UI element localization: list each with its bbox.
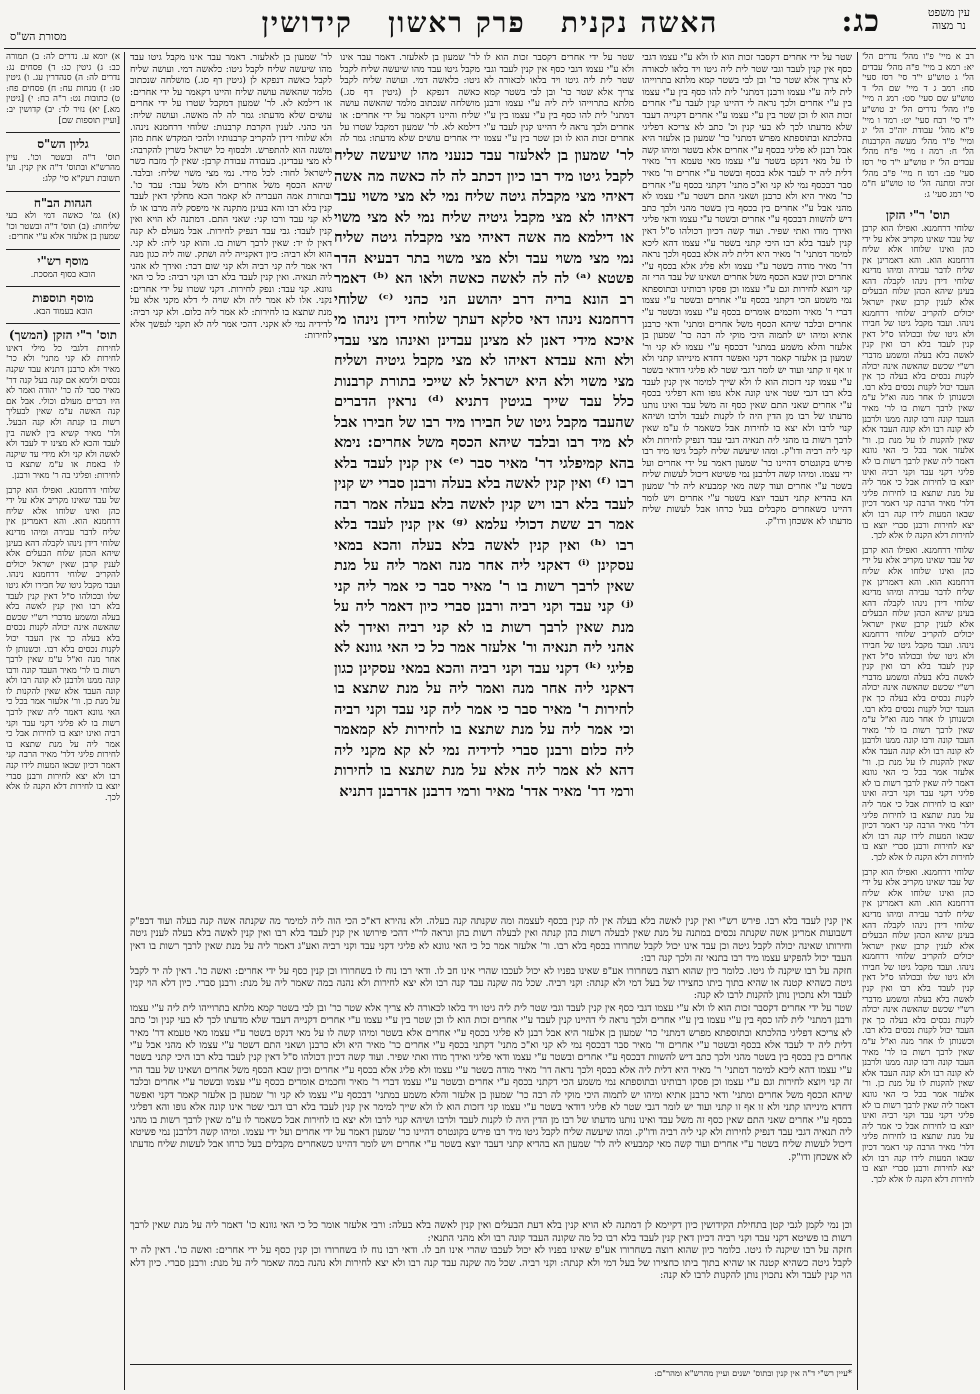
footnote: [130, 1368, 852, 1390]
gilyon-text: תוס' ד"ה ובשטר וכו'. עיין מהרש"א ובתוס' ד"ה אין קנין. וע' תשובת רעק"א סי' קלג:: [6, 152, 120, 184]
rashi-text: לר' שמעון בן לאלעזר. דאמר עבד אינו מקבל גיטו עבד מהו שיעשה שליח לקבל גיטו: כלאשה דמי. ועושה שליח לקבל כאשה דנפקא לן (גיטין דף סג.) מושלחה שנכתוב מלמד שהאשה עושה שליח והיינו דקאמר על ידי אחרים: או דילמא לא. לר' שמעון דמקבל שטרו על ידי אחרים עושים שלא מדעתו: גמר לה לה מאשה. ועושה שליח: הני כהני. לענין הקרבת קרבנות: שלוחי דרחמנא נינהו. ולא שלוחי דידן להקריב קרבנותיו ולהכי המקדש אחת מהן ומשנה הוא להתפרש. ולבסוף כל ישראל כשרין להקרבה: לא מצי עבדינן. בעבודה עבודת קרבן: שאין לך מזבח כשר לישראל לחוד: לכל מידי. נמי מצי משוי שליח: ובלבד. שיהא הכסף משל אחרים ולא משל עבד: עבד כו'. ובתורת אמה העבריה לא קאמר הכא מחלקי דאין לעבד קנין בלא רבו והא בעינן מתקנה אי מיפסק ליה מרבו או לו לא קני עבד ורבו קני: שאני התם. דמתנה לא הויא ואין קנין לעבד: גבי עבד דנפיק לחירות. אבל מעולם לא קנה דאין לו יד: שאין לרבך רשות בו. והוא קני ליה: לא קני. הוא ולא רביה: כיון דאקנייה ליה ושתק. שוה ליה כגון מנה דאי אמר ליה קני רביה ולא קני שום דבר: ואידך לא אהני ליה תנאיה. ואין קנין לעבד בלא רבו וקני רביה: כל כי האי גוונא. קני עבד: ונפק לחירות. דקני שטרו על ידי אחרים: נקני. אלו לא אמר ליה ולא שויה לי דלא מקני אלא על מנת שתצא בו לחירות: לא אמר ליה כלום. ולא קני רביה: לדידיה נמי לא אקני. דהכי אמר ליה לא תקני לנפשך אלא לחירות:: [130, 52, 332, 342]
left-rule-5: [6, 323, 120, 324]
hagahot-heading: הגהות הב"ח: [33, 195, 93, 210]
hagahot-text: (א) גמ' כאשה דמי ולא בעי שליחות: (ב) תוס' ד"ה ובשטר וכו' שמעון בן אלעזר אלא ע"י אחרים:: [6, 211, 120, 243]
divider-left: [124, 52, 125, 1390]
ein-mishpat-label: עין משפט נר מצוה: [927, 6, 970, 32]
footnote-rule: [130, 1364, 852, 1365]
mesoret-text: א) יומא ע. נדרים לה: ב) תמורה כב: ג) גיטין כג: ד) פסחים נג: נדרים לה: ה) סנהדרין עג. ו) גיטין סג: ז) מנחות עח: ח) פסחים פח: ט) כתובות נט: ר"ה כח: י) [גיטין מא.] יא) נזיר לד: יב) קדושין יב: [ועיין תוספות שם]: [6, 52, 120, 126]
tos-rid-text: שלוחי דרחמנא. ואפילו הוא קרבן של עבד שאינו מקריב אלא על ידי כהן ואינו שלוחו אלא שליח דרחמנא הוא. והא דאמרינן אין שליח לדבר עבירה ומיהו מדינא שלוחי דידן נינהו לקבלה דהא בעינן שיהא הכהן שלוח הבעלים אלא לענין קרבן שאין ישראל יכולים להקריב שלוחי דרחמנא נינהו. ועבד מקבל גיטו של חבירו ולא גיטו שלו ובכולהו ס"ל דאין קנין לעבד בלא רבו ואין קנין לאשה בלא בעלה ומשמע מדברי רש"י שכשם שהאשה אינה יכולה לקנות נכסים בלא בעלה כך אין העבד יכול לקנות נכסים בלא רבו. וכשנותן לו אחר מנה וא"ל ע"מ שאין לרבך רשות בו לר' מאיר העבד קונה ורבו קונה ממנו ולרבנן לא קונה רבו ולא קונה העבד אלא שאין להקנות לו על מנת כן. ור' אלעזר אמר בכל כי האי גוונא דאמר ליה שאין לרבך רשות בו לא פליגי דקני עבד וקני רביה ואינו יוצא בו לחירות אבל כי אמר ליה על מנת שתצא בו לחירות פליגי דלר' מאיר הרבה קני דאמר דכיון שבאו המעות לידו קנה רבו ולא יצא לחירות ורבנן סברי יוצא בו לחירות דלא הקנה לו אלא לכך.: [862, 223, 974, 542]
musaf-rashi-text: הובא בסוף המסכת.: [30, 269, 96, 280]
ein-mishpat-text: רב א מיי' פ"ו מהל' נדרים הל' יא: רמא ב מיי' פ"ה מהל' עבדים הל' ג טוש"ע י"ד סי' רסז סעי' סח: רמב ג ד מיי' שם הל' ד טוש"ע שם סעי' סט: רמג ה מיי' פ"ו מהל' נדרים הל' יב טוש"ע י"ד סי' רכח סעי' יט: רמד ו מיי' פ"א מהל' עבודת יוה"כ הל' יג ומיי' פ"ד מהל' מעשה הקרבנות הל' ח: רמה ז מיי' פ"ח מהל' עבדים הל' יז טוש"ע י"ד סי' רסז סעי' פב: רמו ח מיי' פ"ב מהל' זכיה ומתנה הל' טו טוש"ע ח"מ סי' רמג סעי' ג:: [862, 52, 974, 200]
tosafot-column: [642, 52, 852, 914]
tos-rid-cont-text-2: שלוחי דרחמנא. ואפילו הוא קרבן של עבד שאינו מקריב אלא על ידי כהן ואינו שלוחו אלא שליח דרחמנא הוא. והא דאמרינן אין שליח לדבר עבירה ומיהו מדינא שלוחי דידן נינהו לקבלה דהא בעינן שיהא הכהן שלוח הבעלים אלא לענין קרבן שאין ישראל יכולים להקריב שלוחי דרחמנא נינהו. ועבד מקבל גיטו של חבירו ולא גיטו שלו ובכולהו ס"ל דאין קנין לעבד בלא רבו ואין קנין לאשה בלא בעלה ומשמע מדברי רש"י שכשם שהאשה אינה יכולה לקנות נכסים בלא בעלה כך אין העבד יכול לקנות נכסים בלא רבו. וכשנותן לו אחר מנה וא"ל ע"מ שאין לרבך רשות בו לר' מאיר העבד קונה ורבו קונה ממנו ולרבנן לא קונה רבו ולא קונה העבד אלא שאין להקנות לו על מנת כן. ור' אלעזר אמר בכל כי האי גוונא דאמר ליה שאין לרבך רשות בו לא פליגי דקני עבד וקני רביה ואינו יוצא בו לחירות אבל כי אמר ליה על מנת שתצא בו לחירות פליגי דלר' מאיר הרבה קני דאמר דכיון שבאו המעות לידו קנה רבו ולא יצא לחירות ורבנן סברי יוצא בו לחירות דלא הקנה לו אלא לכך.: [6, 485, 120, 803]
tosafot-bottom-text-2: שטר על ידי אחרים דקסבר זכות הוא לו ולא ע"י עצמו דגבי כסף אין קנין לעבד וגבי שטר לית ליה גיטו ויד בלאו לכאורה לא צריך אלא שטר כר' ובן לבי בשטר קמא מלתא בתרוייהו לית ליה ע"י עצמו ורבנן דמתני' לית להו כסף בין ע"י עצמו בין ע"י אחרים ולכך נראה לי דהיינו קנין לעבד ע"י אחרים זכות הוא לו וכן שטר בין ע"י עצמו ע"י אחרים דקנייה דעבד שלא מדעתו לכך לא בעי קנין וכ' כתב לא צריכא דפליגי בהלכתא ובתוספתא מפרש דמתני' כר' שמעון בן אלעזר היא אבל רבנן לא פליגי בכסף ע"י אחרים אלא בשטר ומיהו קשה לו על מאי דנקט בשטר ע"י עצמו מאי טעמא דר' מאיר דלית ליה יד לעבד אלא בכסף ובשטר ע"י אחרים ור' מאיר סבר דבכסף נמי לא קני וא"כ מתני' דקתני בכסף ע"י אחרים כר' מאיר היא ולא כרבנן ושאני התם דשטר ע"י עצמו לא מהני אבל ע"י אחרים בין בכסף בין בשטר מהני ולכך כתב דיש להשוות דבכסף ע"י אחרים ובשטר ע"י עצמו ודאי פליגי ואידך מודו ואתי שפיר. ועוד קשה דכיון דכולהו ס"ל דאין קנין לעבד בלא רבו היכי קתני בשטר ע"י עצמו דהא ליכא למימר דמתני' ר' מאיר היא דלית ליה אלא בכסף ולכך נראה דר' מאיר מודה בשטר ע"י עצמו ולא פליג אלא בכסף ע"י אחרים וכיון שבא הכסף משל אחרים ושאינו של עבד הרי זה קני ויוצא לחירות וגם ע"י עצמו וכן פסקו רבותינו ובתוספתא נמי משמע הכי דקתני בכסף ע"י אחרים ובשטר ע"י עצמו דברי ר' מאיר וחכמים אומרים בכסף ע"י עצמו ובשטר ע"י אחרים ובלבד שיהא הכסף משל אחרים ומתני' ודאי כרבנן אתיא ומיהו יש לתמוה היכי מוקי לה רבה כר' שמעון בן אלעזר והלא משמע במתני' דבכסף ע"י עצמו לא קני ור' שמעון בן אלעזר קאמר דקני ואפשר דחדא מינייהו קתני ולא זו אף זו קתני ועוד יש לומר דגבי שטר לא פליגי דודאי בשטר ע"י עצמו קני דזכות הוא לו ולא שייך למימר אין קנין לעבד בלא רבו דגבי שטר אינו קונה אלא גופו והא דפליגי בכסף ע"י אחרים שאני התם שאין כסף זה משל עבד ואינו נותנו מדעתו של רבו מן הדין היה לו לקנות לעבד ולרבו ושיהא קנוי לרבו ולא יצא בו לחירות אבל כשאמר לו ע"מ שאין לרבך רשות בו מהני ליה תנאיה דגבי עבד דנפיק לחירות ולא קני ליה רביה ודו"ק. ומהו שיעשה שליח לקבל גיטו מיד רבו פירש בקונטרס דהיינו כר' שמעון דאמר על ידי אחרים ועל ידי עצמו. ומיהו קשה דלרבנן נמי פשיטא דיכול לעשות שליח בשטר ע"י אחרים ועוד קשה מאי קמבעיא ליה לר' שמעון הא בהדיא קתני דעבד יוצא בשטר ע"י אחרים ויש לומר דהיינו כשאחרים מקבלים בעל כרחו אבל לעשות שליח מדעתו לא אשכחן ודו"ק.: [130, 1002, 852, 1163]
tosafot-top-text: שטר על ידי אחרים דקסבר זכות הוא לו ולא ע"י עצמו דגבי כסף אין קנין לעבד וגבי שטר לית ליה גיטו ויד בלאו לכאורה לא צריך אלא שטר כר' ובן לבי בשטר קמא מלתא בתרוייהו לית ליה ע"י עצמו ורבנן דמתני' לית להו כסף בין ע"י עצמו בין ע"י אחרים ולכך נראה לי דהיינו קנין לעבד ע"י אחרים זכות הוא לו וכן שטר בין ע"י עצמו: [484, 52, 634, 144]
divider-right: [857, 52, 858, 1390]
left-rule-2: [6, 191, 120, 192]
footnote-text: *עיין רש"י ד"ה אין קנין ובתוס' ישנים ועיין מהרש"א ומהר"ם:: [654, 1368, 852, 1378]
left-rule-4: [6, 286, 120, 287]
musaf-tos-heading: מוסף תוספות: [32, 291, 94, 306]
ravad-text: וכן נמי לקמן לגבי קטן בתחילת הקידושין כיון דקיימא לן דמתנה לא הויא קנין בלא דעת הבעלים ואין קנין לאשה בלא בעלה: ורבי אלעזר אומר כל כי האי גוונא כו' דאמר ליה על מנת שאין לרבך רשות בו פשיטא דקני עבד וקני רביה דכיון דאין קנין לעבד בלא רבו כל מה שקונה העבד קונה רבו ולא מהני התנאי:: [130, 1220, 852, 1244]
left-margin-column: [6, 52, 120, 1392]
rashi-top-span: [340, 52, 480, 144]
tos-rid-text-repeat2: שלוחי דרחמנא. ואפילו הוא קרבן של עבד שאינו מקריב אלא על ידי כהן ואינו שלוחו אלא שליח דרחמנא הוא. והא דאמרינן אין שליח לדבר עבירה ומיהו מדינא שלוחי דידן נינהו לקבלה דהא בעינן שיהא הכהן שלוח הבעלים אלא לענין קרבן שאין ישראל יכולים להקריב שלוחי דרחמנא נינהו. ועבד מקבל גיטו של חבירו ולא גיטו שלו ובכולהו ס"ל דאין קנין לעבד בלא רבו ואין קנין לאשה בלא בעלה ומשמע מדברי רש"י שכשם שהאשה אינה יכולה לקנות נכסים בלא בעלה כך אין העבד יכול לקנות נכסים בלא רבו. וכשנותן לו אחר מנה וא"ל ע"מ שאין לרבך רשות בו לר' מאיר העבד קונה ורבו קונה ממנו ולרבנן לא קונה רבו ולא קונה העבד אלא שאין להקנות לו על מנת כן. ור' אלעזר אמר בכל כי האי גוונא דאמר ליה שאין לרבך רשות בו לא פליגי דקני עבד וקני רביה ואינו יוצא בו לחירות אבל כי אמר ליה על מנת שתצא בו לחירות פליגי דלר' מאיר הרבה קני דאמר דכיון שבאו המעות לידו קנה רבו ולא יצא לחירות ורבנן סברי יוצא בו לחירות דלא הקנה לו אלא לכך.: [862, 867, 974, 1185]
left-rule-3: [6, 249, 120, 250]
musaf-rashi-heading: מוסף רש"י: [37, 253, 89, 268]
tos-rid-cont-heading: תוס' ר"י הזקן (המשך): [8, 328, 118, 343]
gemara-text: לר' שמעון בן לאלעזר עבד כנעני מהו שיעשה שליח לקבל גיטו מיד רבו כיון דכתב לה לה כאשה מה אשה דאיהי מצי מקבלה גיטה שליח נמי לא מצי משוי עבד דאיהו לא מצי מקבל גיטיה שליח נמי לא מצי משוי או דילמא מה אשה דאיהי מצי מקבלה גיטה שליח נמי מצי משוי עבד ולא מצי משוי בתר דבעיא הדר פשטא ⁽ᵃ⁾ לה לה לאשה כאשה ולאו הא ⁽ᵇ⁾ דאמר רב הונא בריה דרב יהושע הני כהני ⁽ᶜ⁾ שלוחי דרחמנא נינהו דאי סלקא דעתך שלוחי דידן נינהו מי איכא מידי דאנן לא מצינן עבדינן ואינהו מצי עבדי ולא והא עבדא דאיהו לא מצי מקבל גיטיה ושליח מצי משוי ולא היא ישראל לא שייכי בתורת קרבנות כלל עבד שייך בגיטין דתניא ⁽ᵈ⁾ נראין הדברים שהעבד מקבל גיטו של חבירו מיד רבו של חבירו אבל לא מיד רבו ובלבד שיהא הכסף משל אחרים: נימא בהא קמיפלגי דר' מאיר סבר ⁽ᵉ⁾ אין קנין לעבד בלא רבו ⁽ᶠ⁾ ואין קנין לאשה בלא בעלה ורבנן סברי יש קנין לעבד בלא רבו ויש קנין לאשה בלא בעלה אמר רבה אמר רב ששת דכולי עלמא ⁽ᵍ⁾ אין קנין לעבד בלא רבו ⁽ʰ⁾ ואין קנין לאשה בלא בעלה והכא במאי עסקינן ⁽ⁱ⁾ דאקני ליה אחר מנה ואמר ליה על מנת שאין לרבך רשות בו ר' מאיר סבר כי אמר ליה קני ⁽ʲ⁾ קני עבד וקני רביה ורבנן סברי כיון דאמר ליה על מנת שאין לרבך רשות בו לא קני רביה ואידך לא אהני ליה תנאיה ור' אלעזר אמר כל כי האי גוונא לא פליגי ⁽ᵏ⁾ דקני עבד וקני רביה והכא במאי עסקינן כגון דאקני ליה אחר מנה ואמר ליה על מנת שתצא בו לחירות ר' מאיר סבר כי אמר ליה קני עבד וקני רביה וכי אמר ליה על מנת שתצא בו לחירות לא קמאמר ליה כלום ורבנן סברי לדידיה נמי לא קא מקני ליה דהא לא אמר ליה אלא על מנת שתצא בו לחירות ורמי דר' מאיר אדר' מאיר ורמי דרבנן אדרבנן דתניא: [334, 147, 634, 800]
page-header: [4, 4, 976, 48]
ravad-bottom: [130, 1220, 852, 1360]
mesoret-label: מסורת הש"ס: [10, 30, 67, 43]
left-rule-1: [6, 132, 120, 133]
tosafot-bottom-text: אין קנין לעבד בלא רבו. פירש רש"י ואין קנין לאשה בלא בעלה אין לה קנין בכסף לעצמה ומה שקנתה קנה בעלה. ולא נהירא דא"כ הכי הוה ליה למימר מה שקנתה אשה קנה בעלה ועוד דבפ"ק דשבועות אמרינן אשה שקנתה נכסים במתנה על מנת שאין לבעלה רשות בהן קנתה ואין לבעלה רשות בהן ונראה לר"י דהכי פירושו אין קנין לעבד בלא רבו ואין קנין לאשה בלא בעלה לענין גיטה וחירותו שאינה יכולה לקבל גיטה וכן עבד אינו יכול לקבל שחרורו בכסף בלא רבו. ור' אלעזר אמר כל כי האי גוונא לא פליגי דקני עבד וקני רביה ואע"ג דאמר ליה על מנת שאין לרבך רשות בו דאין העבד יכול להפקיע עצמו מיד רבו בתנאי זה ולכך קנה רבו:: [130, 916, 852, 965]
musaf-tos-text: הובא בעמוד הבא.: [33, 306, 93, 317]
gilyon-heading: גליון הש"ס: [37, 137, 89, 152]
rashi-bottom-text: חזקה על רבו שיקנה לו גיטו. כלומר כיון שהוא רוצה בשחרורו אע"פ שאינו בפניו לא יכול לעכבו שהרי אינו חב לו. ודאי רבו נוח לו בשחרורו וכן קנין כסף על ידי אחרים: ואשה כו'. דאין לה יד לקבל גיטה כשהיא קטנה או שהיא בתוך ביתו כחצירו של בעל דמי ולא קנתה: וקני רביה. שכל מה שקנה עבד קנה רבו ולא יצא לחירות ולא נהנה במה שאמר ליה על מנת: ורבנן סברי. כיון דלא הוי קנין לעבד ולא נתכוין נותן להקנות לרבו לא קנה:: [130, 965, 852, 1002]
tos-rid-cont-text: לחירות דלגבי כל מילי דאינו לחירות לא קני מתני' ולא כר' מאיר ולא כרבנן דתניא עבד שקנה נכסים ולימא אם קנה בעל קנה דר' מאיר סבר לה כר' יהודה ואמר לא היו דברים מעולם וכולי. אבל אם קנה האשה ע"מ שאין לבעליך רשות בו קנתה ולא קנה הבעל. ולר' מאיר קשיא בין לאשה בין לעבד והכא לא מצינו יד לעבד ולא לאשה ולא קני ולא מידי עד שיקנה לו באמת או ע"מ שתצא בו לחירות: ופליגי בה ר' מאיר ורבנן.: [6, 343, 120, 481]
ravad-text-2: חזקה על רבו שיקנה לו גיטו. כלומר כיון שהוא רוצה בשחרורו אע"פ שאינו בפניו לא יכול לעכבו שהרי אינו חב לו. ודאי רבו נוח לו בשחרורו וכן קנין כסף על ידי אחרים: ואשה כו'. דאין לה יד לקבל גיטה כשהיא קטנה או שהיא בתוך ביתו כחצירו של בעל דמי ולא קנתה: וקני רביה. שכל מה שקנה עבד קנה רבו ולא יצא לחירות ולא נהנה במה שאמר ליה על מנת: ורבנן סברי. כיון דלא הוי קנין לעבד ולא נתכוין נותן להקנות לרבו לא קנה:: [130, 1245, 852, 1282]
daf-number: כג:: [841, 4, 880, 39]
rashi-column: [130, 52, 332, 914]
tos-rid-text-repeat: שלוחי דרחמנא. ואפילו הוא קרבן של עבד שאינו מקריב אלא על ידי כהן ואינו שלוחו אלא שליח דרחמנא הוא. והא דאמרינן אין שליח לדבר עבירה ומיהו מדינא שלוחי דידן נינהו לקבלה דהא בעינן שיהא הכהן שלוח הבעלים אלא לענין קרבן שאין ישראל יכולים להקריב שלוחי דרחמנא נינהו. ועבד מקבל גיטו של חבירו ולא גיטו שלו ובכולהו ס"ל דאין קנין לעבד בלא רבו ואין קנין לאשה בלא בעלה ומשמע מדברי רש"י שכשם שהאשה אינה יכולה לקנות נכסים בלא בעלה כך אין העבד יכול לקנות נכסים בלא רבו. וכשנותן לו אחר מנה וא"ל ע"מ שאין לרבך רשות בו לר' מאיר העבד קונה ורבו קונה ממנו ולרבנן לא קונה רבו ולא קונה העבד אלא שאין להקנות לו על מנת כן. ור' אלעזר אמר בכל כי האי גוונא דאמר ליה שאין לרבך רשות בו לא פליגי דקני עבד וקני רביה ואינו יוצא בו לחירות אבל כי אמר ליה על מנת שתצא בו לחירות פליגי דלר' מאיר הרבה קני דאמר דכיון שבאו המעות לידו קנה רבו ולא יצא לחירות ורבנן סברי יוצא בו לחירות דלא הקנה לו אלא לכך.: [862, 545, 974, 863]
page-title: האשה נקנית פרק ראשון קידושין: [261, 6, 719, 39]
header-rule: [4, 48, 976, 49]
tosafot-bottom: [130, 916, 852, 1216]
tosafot-text: שטר על ידי אחרים דקסבר זכות הוא לו ולא ע"י עצמו דגבי כסף אין קנין לעבד וגבי שטר לית ליה גיטו ויד בלאו לכאורה לא צריך אלא שטר כר' ובן לבי בשטר קמא מלתא בתרוייהו לית ליה ע"י עצמו ורבנן דמתני' לית להו כסף בין ע"י עצמו בין ע"י אחרים ולכך נראה לי דהיינו קנין לעבד ע"י אחרים זכות הוא לו וכן שטר בין ע"י עצמו ע"י אחרים דקנייה דעבד שלא מדעתו לכך לא בעי קנין וכ' כתב לא צריכא דפליגי בהלכתא ובתוספתא מפרש דמתני' כר' שמעון בן אלעזר היא אבל רבנן לא פליגי בכסף ע"י אחרים אלא בשטר ומיהו קשה לו על מאי דנקט בשטר ע"י עצמו מאי טעמא דר' מאיר דלית ליה יד לעבד אלא בכסף ובשטר ע"י אחרים ור' מאיר סבר דבכסף נמי לא קני וא"כ מתני' דקתני בכסף ע"י אחרים כר' מאיר היא ולא כרבנן ושאני התם דשטר ע"י עצמו לא מהני אבל ע"י אחרים בין בכסף בין בשטר מהני ולכך כתב דיש להשוות דבכסף ע"י אחרים ובשטר ע"י עצמו ודאי פליגי ואידך מודו ואתי שפיר. ועוד קשה דכיון דכולהו ס"ל דאין קנין לעבד בלא רבו היכי קתני בשטר ע"י עצמו דהא ליכא למימר דמתני' ר' מאיר היא דלית ליה אלא בכסף ולכך נראה דר' מאיר מודה בשטר ע"י עצמו ולא פליג אלא בכסף ע"י אחרים וכיון שבא הכסף משל אחרים ושאינו של עבד הרי זה קני ויוצא לחירות וגם ע"י עצמו וכן פסקו רבותינו ובתוספתא נמי משמע הכי דקתני בכסף ע"י אחרים ובשטר ע"י עצמו דברי ר' מאיר וחכמים אומרים בכסף ע"י עצמו ובשטר ע"י אחרים ובלבד שיהא הכסף משל אחרים ומתני' ודאי כרבנן אתיא ומיהו יש לתמוה היכי מוקי לה רבה כר' שמעון בן אלעזר והלא משמע במתני' דבכסף ע"י עצמו לא קני ור' שמעון בן אלעזר קאמר דקני ואפשר דחדא מינייהו קתני ולא זו אף זו קתני ועוד יש לומר דגבי שטר לא פליגי דודאי בשטר ע"י עצמו קני דזכות הוא לו ולא שייך למימר אין קנין לעבד בלא רבו דגבי שטר אינו קונה אלא גופו והא דפליגי בכסף ע"י אחרים שאני התם שאין כסף זה משל עבד ואינו נותנו מדעתו של רבו מן הדין היה לו לקנות לעבד ולרבו ושיהא קנוי לרבו ולא יצא בו לחירות אבל כשאמר לו ע"מ שאין לרבך רשות בו מהני ליה תנאיה דגבי עבד דנפיק לחירות ולא קני ליה רביה ודו"ק. ומהו שיעשה שליח לקבל גיטו מיד רבו פירש בקונטרס דהיינו כר' שמעון דאמר על ידי אחרים ועל ידי עצמו. ומיהו קשה דלרבנן נמי פשיטא דיכול לעשות שליח בשטר ע"י אחרים ועוד קשה מאי קמבעיא ליה לר' שמעון הא בהדיא קתני דעבד יוצא בשטר ע"י אחרים ויש לומר דהיינו כשאחרים מקבלים בעל כרחו אבל לעשות שליח מדעתו לא אשכחן ודו"ק.: [642, 52, 852, 527]
gemara-block: [334, 146, 634, 906]
tos-rid-heading: תוס' ר"י הזקן: [885, 208, 951, 223]
tosafot-top-span: [484, 52, 634, 144]
rashi-top-text: לר' שמעון בן לאלעזר. דאמר עבד אינו מקבל גיטו עבד מהו שיעשה שליח לקבל גיטו: כלאשה דמי. ועושה שליח לקבל כאשה דנפקא לן (גיטין דף סג.) מושלחה שנכתוב מלמד שהאשה עושה שליח והיינו דקאמר על ידי אחרים: או דילמא לא. לר' שמעון דמקבל שטרו על ידי אחרים עושים שלא מדעתו: גמר לה: [340, 52, 480, 144]
ein-mishpat-column: [862, 52, 974, 1392]
